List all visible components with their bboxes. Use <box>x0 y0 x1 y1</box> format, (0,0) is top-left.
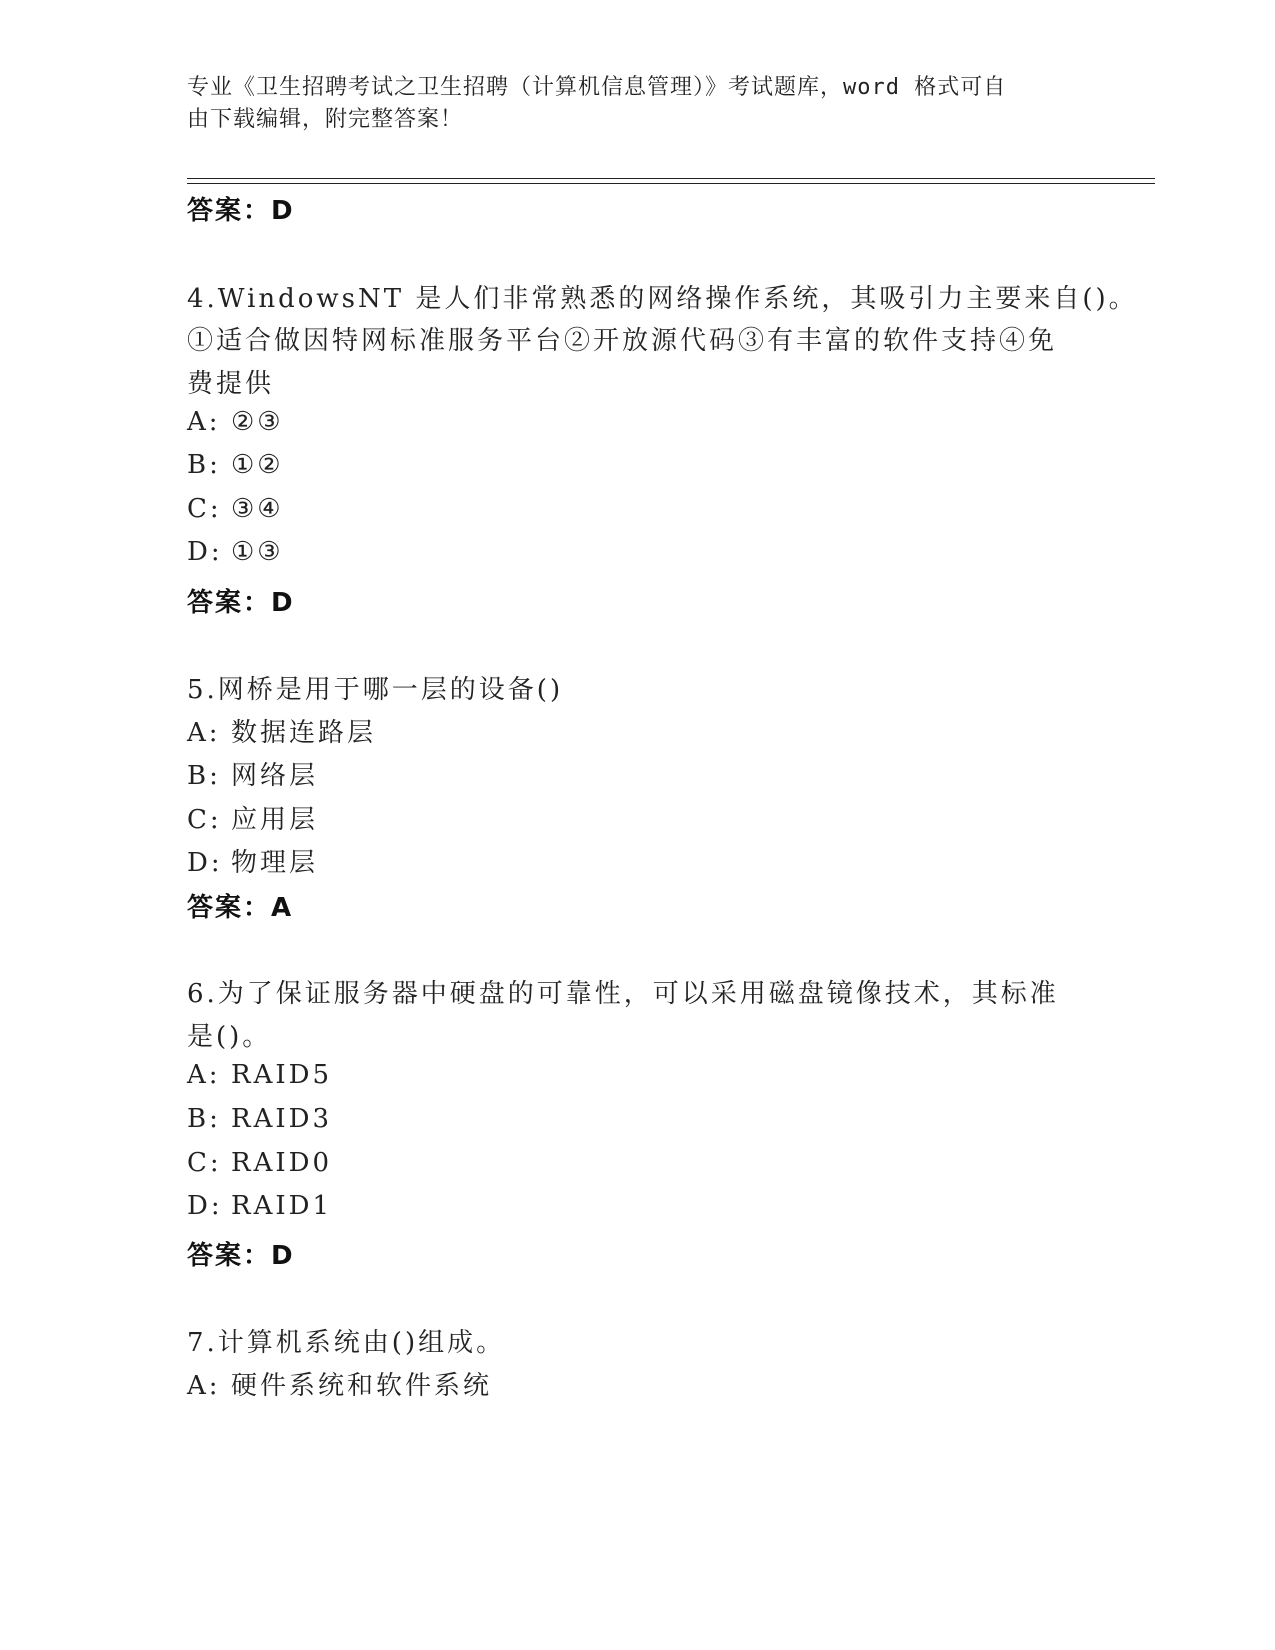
option-label: A: <box>187 1371 221 1401</box>
option-label: B: <box>187 450 221 480</box>
option-label: B: <box>187 1104 221 1134</box>
header-divider-top <box>187 178 1155 179</box>
answer-value: A <box>271 893 294 923</box>
q5-answer <box>187 887 293 924</box>
q6-answer <box>187 1235 295 1272</box>
q5-option-c <box>187 799 318 836</box>
option-label: C: <box>187 805 222 835</box>
option-text: RAID5 <box>231 1060 333 1090</box>
option-text: RAID1 <box>231 1191 333 1221</box>
option-text: ②③ <box>231 407 284 437</box>
option-label: C: <box>187 494 222 524</box>
q4-option-a <box>187 407 284 437</box>
option-label: D: <box>187 537 223 567</box>
q6-option-d <box>187 1191 332 1221</box>
q5-option-d <box>187 842 318 879</box>
option-text: 数据连路层 <box>231 718 377 748</box>
option-text: RAID0 <box>231 1148 333 1178</box>
q4-stem-line-1: 4.WindowsNT 是人们非常熟悉的网络操作系统，其吸引力主要来自()。 <box>187 284 1138 314</box>
header-line-1: 专业《卫生招聘考试之卫生招聘（计算机信息管理）》考试题库，word 格式可自 <box>187 75 1007 100</box>
option-label: A: <box>187 1060 221 1090</box>
answer-value: D <box>271 196 295 226</box>
header-line-2: 由下载编辑，附完整答案！ <box>187 107 464 132</box>
q6-option-b <box>187 1104 332 1134</box>
q4-stem-line-3: 费提供 <box>187 369 275 399</box>
option-text: 应用层 <box>231 805 319 835</box>
q3-answer <box>187 190 295 227</box>
q7-stem-line-1: 7.计算机系统由()组成。 <box>187 1328 506 1358</box>
option-text: ③④ <box>231 494 284 524</box>
q6-stem-line-1: 6.为了保证服务器中硬盘的可靠性，可以采用磁盘镜像技术，其标准 <box>187 979 1059 1009</box>
q4-option-c <box>187 494 284 524</box>
option-text: 网络层 <box>231 761 319 791</box>
q4-option-d <box>187 537 284 567</box>
header-divider-bottom <box>187 183 1155 184</box>
document-header <box>187 72 1067 136</box>
answer-label: 答案： <box>187 588 272 618</box>
q4-stem-line-2: ①适合做因特网标准服务平台②开放源代码③有丰富的软件支持④免 <box>187 326 1058 356</box>
q6-option-c <box>187 1148 332 1178</box>
option-text: ①② <box>231 450 284 480</box>
option-label: A: <box>187 718 221 748</box>
answer-label: 答案： <box>187 1241 272 1271</box>
q4-option-b <box>187 450 284 480</box>
option-text: 物理层 <box>231 848 319 878</box>
answer-value: D <box>271 1241 295 1271</box>
q6-stem-line-2: 是()。 <box>187 1022 272 1052</box>
q5-stem-line-1: 5.网桥是用于哪一层的设备() <box>187 675 564 705</box>
option-label: D: <box>187 848 223 878</box>
option-label: D: <box>187 1191 223 1221</box>
q4-answer <box>187 582 295 619</box>
option-text: ①③ <box>231 537 284 567</box>
q7-option-a <box>187 1365 492 1402</box>
option-label: B: <box>187 761 221 791</box>
option-label: C: <box>187 1148 222 1178</box>
answer-label: 答案： <box>187 893 272 923</box>
option-text: 硬件系统和软件系统 <box>231 1371 493 1401</box>
q6-option-a <box>187 1060 332 1090</box>
q5-option-b <box>187 755 318 792</box>
option-label: A: <box>187 407 221 437</box>
option-text: RAID3 <box>231 1104 333 1134</box>
q5-option-a <box>187 712 376 749</box>
answer-value: D <box>271 588 295 618</box>
answer-label: 答案： <box>187 196 272 226</box>
